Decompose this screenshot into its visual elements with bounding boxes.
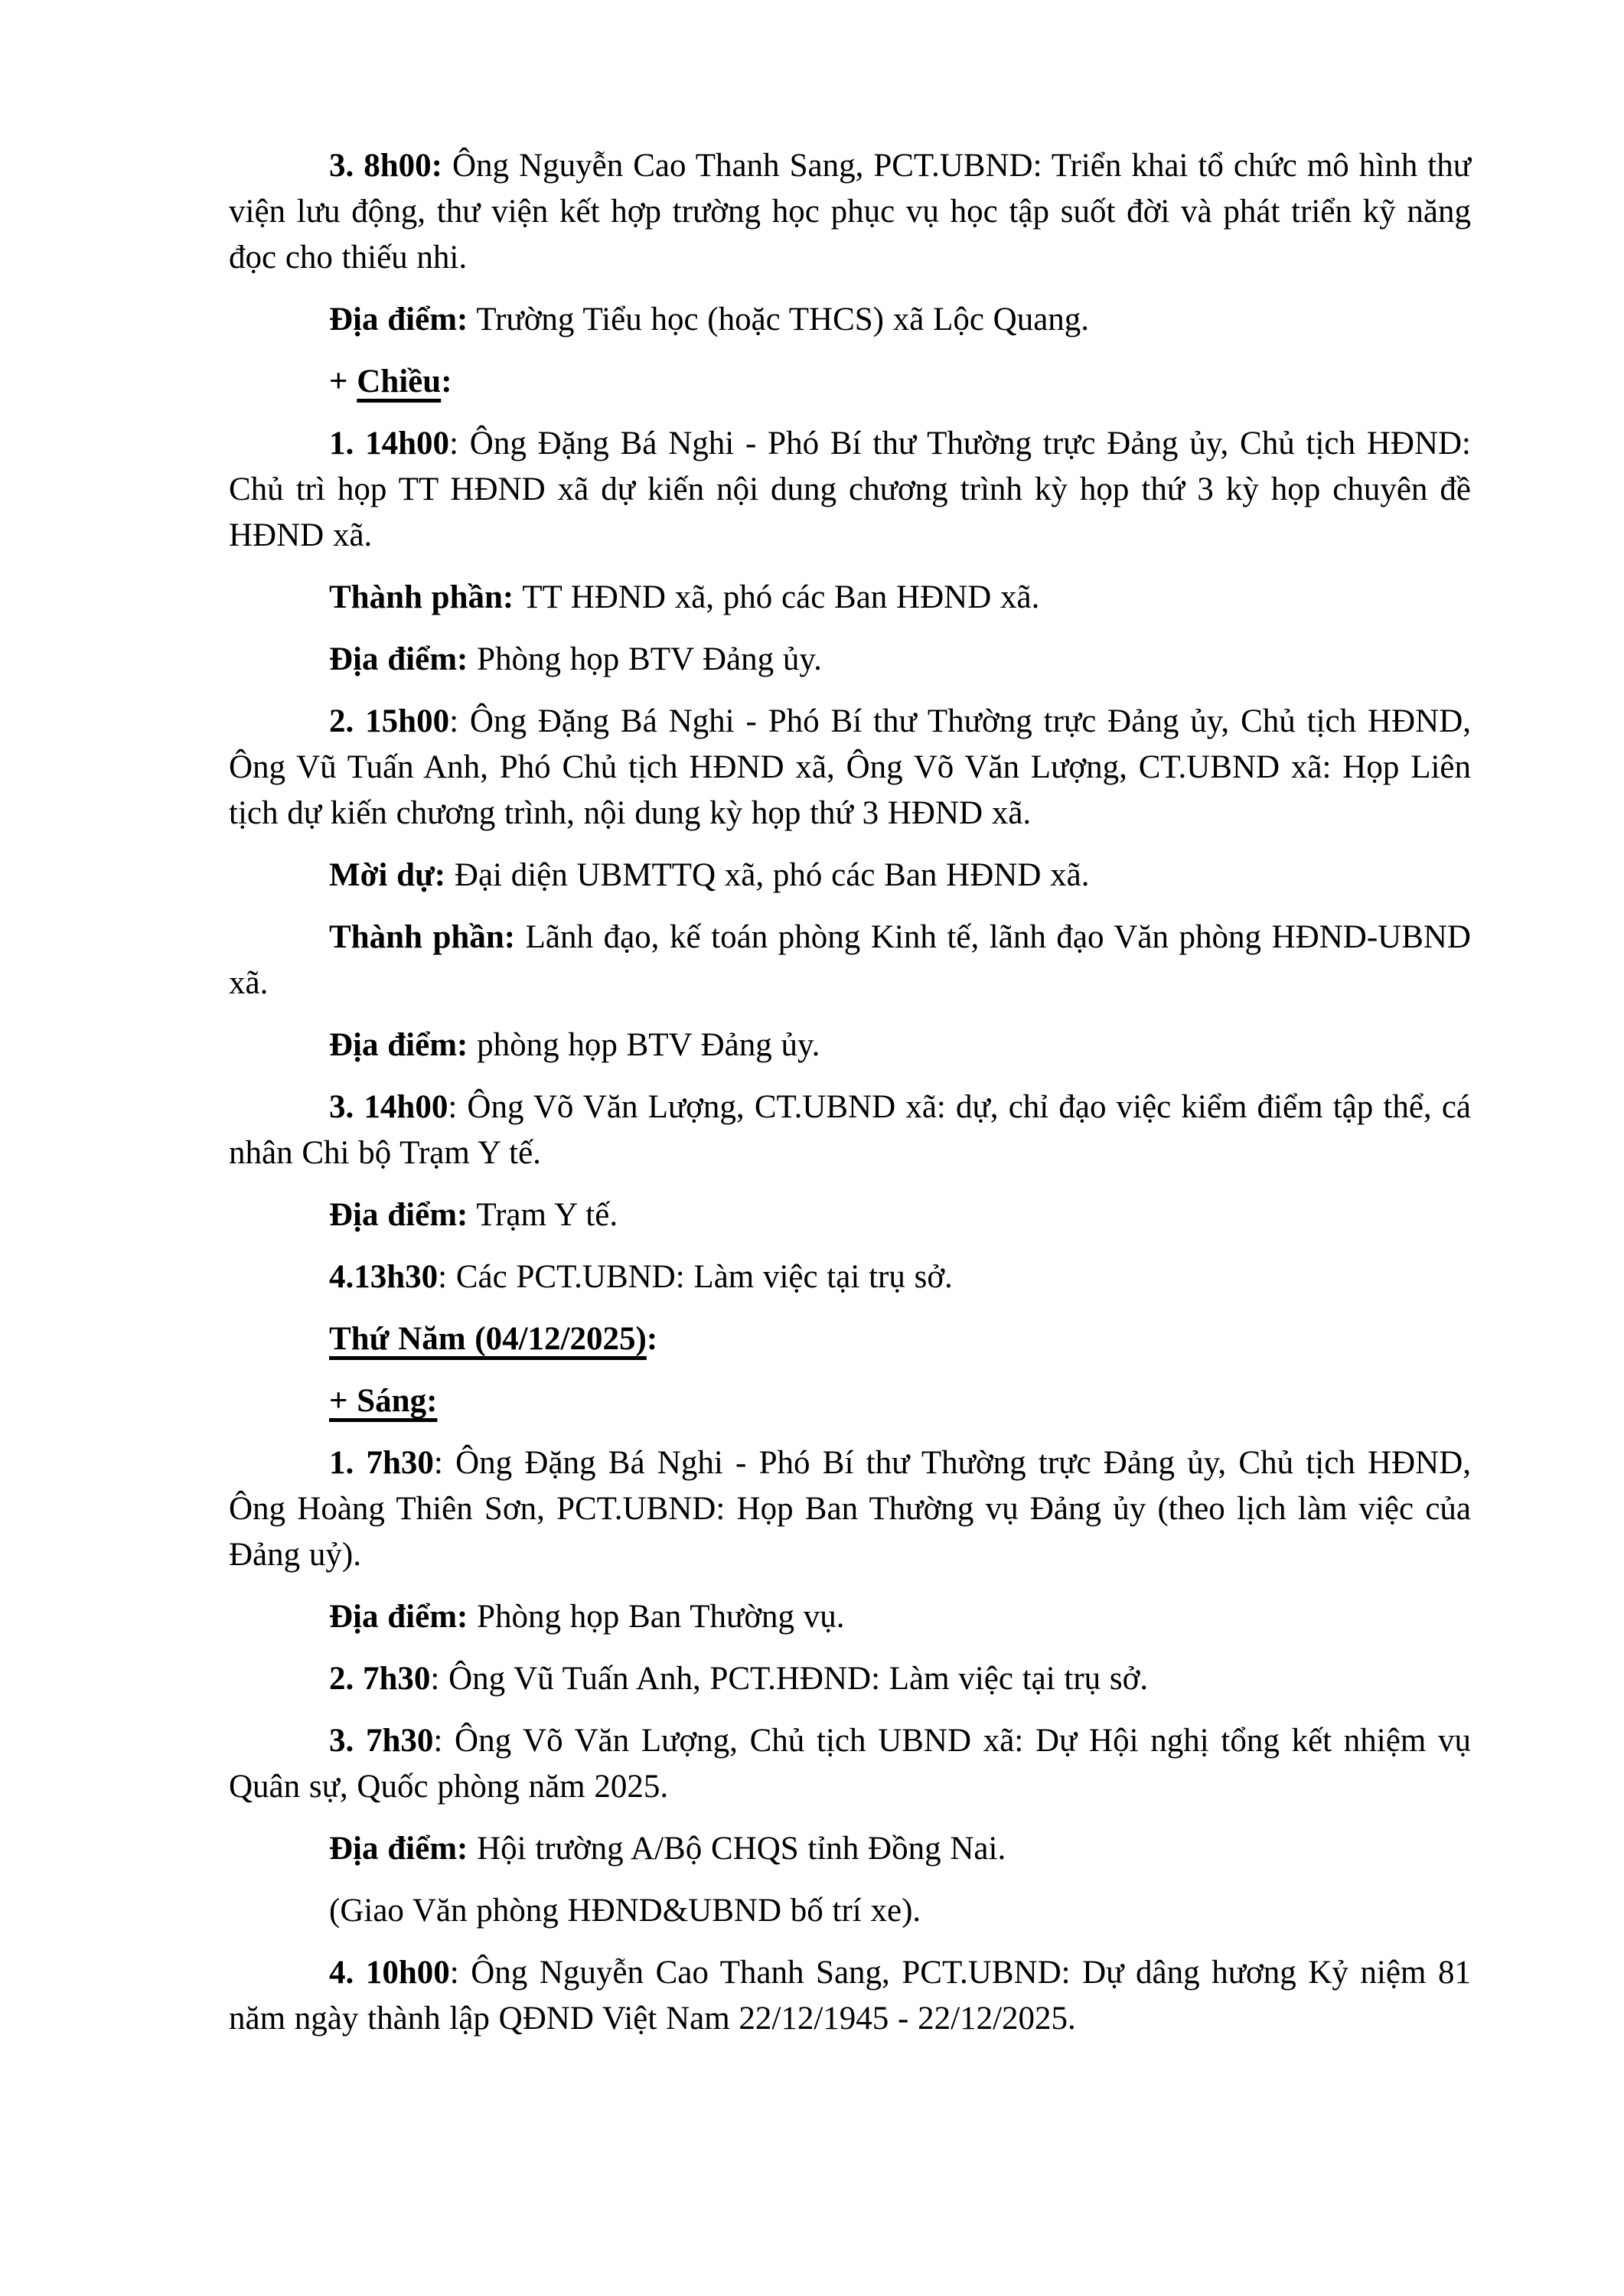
text-run: 2. 15h00 — [329, 703, 450, 739]
text-run: Trường Tiểu học (hoặc THCS) xã Lộc Quang. — [468, 302, 1090, 338]
text-run: + — [329, 364, 357, 400]
note-line — [229, 1888, 1471, 1934]
session-heading-afternoon — [229, 359, 1471, 405]
text-run: 3. 14h00 — [329, 1089, 448, 1125]
text-run: : Ông Võ Văn Lượng, Chủ tịch UBND xã: Dự Hội nghị tổng kết nhiệm vụ Quân sự, Quốc phòng năm 2025. — [229, 1723, 1471, 1805]
location-line — [229, 297, 1471, 343]
schedule-item-thu-morning-1 — [229, 1440, 1471, 1578]
text-run: Địa điểm: — [329, 302, 468, 338]
text-run: 4. 10h00 — [329, 1955, 450, 1991]
text-run: + Sáng: — [329, 1383, 438, 1419]
text-run: Địa điểm: — [329, 1599, 468, 1635]
text-run: Địa điểm: — [329, 1027, 468, 1063]
text-run: Hội trường A/Bộ CHQS tỉnh Đồng Nai. — [468, 1831, 1006, 1867]
document-body — [229, 143, 1471, 2042]
text-run: : Ông Võ Văn Lượng, CT.UBND xã: dự, chỉ đạo việc kiểm điểm tập thể, cá nhân Chi bộ Trạm Y tế. — [229, 1089, 1471, 1171]
text-run: Đại diện UBMTTQ xã, phó các Ban HĐND xã. — [445, 857, 1090, 893]
text-run: Chiều — [357, 364, 442, 400]
text-run: 3. 7h30 — [329, 1723, 434, 1759]
text-run: Lãnh đạo, kế toán phòng Kinh tế, lãnh đạo Văn phòng HĐND-UBND xã. — [229, 919, 1471, 1001]
text-run: Thứ Năm (04/12/2025) — [329, 1321, 647, 1357]
session-heading-morning — [229, 1378, 1471, 1424]
text-run: TT HĐND xã, phó các Ban HĐND xã. — [514, 579, 1040, 615]
schedule-item-afternoon-2 — [229, 699, 1471, 837]
text-run: Phòng họp BTV Đảng ủy. — [468, 641, 822, 677]
day-heading-thursday — [229, 1316, 1471, 1362]
text-run: : Ông Nguyễn Cao Thanh Sang, PCT.UBND: Dự dâng hương Kỷ niệm 81 năm ngày thành lập QĐND Việt Nam 22/12/1945 - 22/12/2025. — [229, 1955, 1471, 2037]
text-run: 2. 7h30 — [329, 1661, 431, 1697]
text-run: 4.13h30 — [329, 1259, 439, 1295]
text-run: : Ông Đặng Bá Nghi - Phó Bí thư Thường trực Đảng ủy, Chủ tịch HĐND, Ông Vũ Tuấn Anh, Phó Chủ tịch HĐND xã, Ông Võ Văn Lượng, CT.UBND xã: Họp Liên tịch dự kiến chương trình, nội dung kỳ họp thứ 3 HĐND xã. — [229, 703, 1471, 831]
text-run: Ông Nguyễn Cao Thanh Sang, PCT.UBND: Triển khai tổ chức mô hình thư viện lưu động, thư viện kết hợp trường học phục vụ học tập suốt đời và phát triển kỹ năng đọc cho thiếu nhi. — [229, 148, 1472, 276]
text-run: : Ông Đặng Bá Nghi - Phó Bí thư Thường trực Đảng ủy, Chủ tịch HĐND, Ông Hoàng Thiên Sơn, PCT.UBND: Họp Ban Thường vụ Đảng ủy (theo lịch làm việc của Đảng uỷ). — [229, 1445, 1471, 1573]
text-run: Địa điểm: — [329, 1197, 468, 1233]
location-line — [229, 1826, 1471, 1872]
text-run: Trạm Y tế. — [468, 1197, 618, 1233]
schedule-item-thu-morning-2 — [229, 1656, 1471, 1702]
text-run: Thành phần: — [329, 579, 514, 615]
text-run: phòng họp BTV Đảng ủy. — [468, 1027, 820, 1063]
text-run: 1. 7h30 — [329, 1445, 434, 1481]
text-run: Địa điểm: — [329, 1831, 468, 1867]
participants-line — [229, 915, 1471, 1006]
schedule-item-afternoon-4 — [229, 1254, 1471, 1300]
location-line — [229, 1594, 1471, 1640]
text-run: : Ông Đặng Bá Nghi - Phó Bí thư Thường trực Đảng ủy, Chủ tịch HĐND: Chủ trì họp TT HĐND xã dự kiến nội dung chương trình kỳ họp thứ 3 kỳ họp chuyên đề HĐND xã. — [229, 426, 1472, 553]
text-run: : — [646, 1321, 658, 1357]
text-run: Thành phần: — [329, 919, 516, 955]
text-run: Địa điểm: — [329, 641, 468, 677]
text-run: : Ông Vũ Tuấn Anh, PCT.HĐND: Làm việc tại trụ sở. — [430, 1661, 1149, 1697]
text-run: 3. 8h00: — [329, 148, 442, 184]
invitees-line — [229, 853, 1471, 899]
schedule-item-thu-morning-3 — [229, 1718, 1471, 1810]
text-run: Mời dự: — [329, 857, 446, 893]
schedule-item-thu-morning-4 — [229, 1950, 1471, 2042]
location-line — [229, 1192, 1471, 1238]
schedule-item-morning-3 — [229, 143, 1471, 281]
participants-line — [229, 575, 1471, 621]
schedule-item-afternoon-3 — [229, 1084, 1471, 1176]
text-run: Phòng họp Ban Thường vụ. — [468, 1599, 845, 1635]
text-run: (Giao Văn phòng HĐND&UBND bố trí xe). — [329, 1893, 921, 1929]
location-line — [229, 1022, 1471, 1068]
location-line — [229, 637, 1471, 683]
text-run: : — [441, 364, 452, 400]
text-run: : Các PCT.UBND: Làm việc tại trụ sở. — [438, 1259, 953, 1295]
text-run: 1. 14h00 — [329, 426, 449, 461]
schedule-item-afternoon-1 — [229, 421, 1471, 559]
